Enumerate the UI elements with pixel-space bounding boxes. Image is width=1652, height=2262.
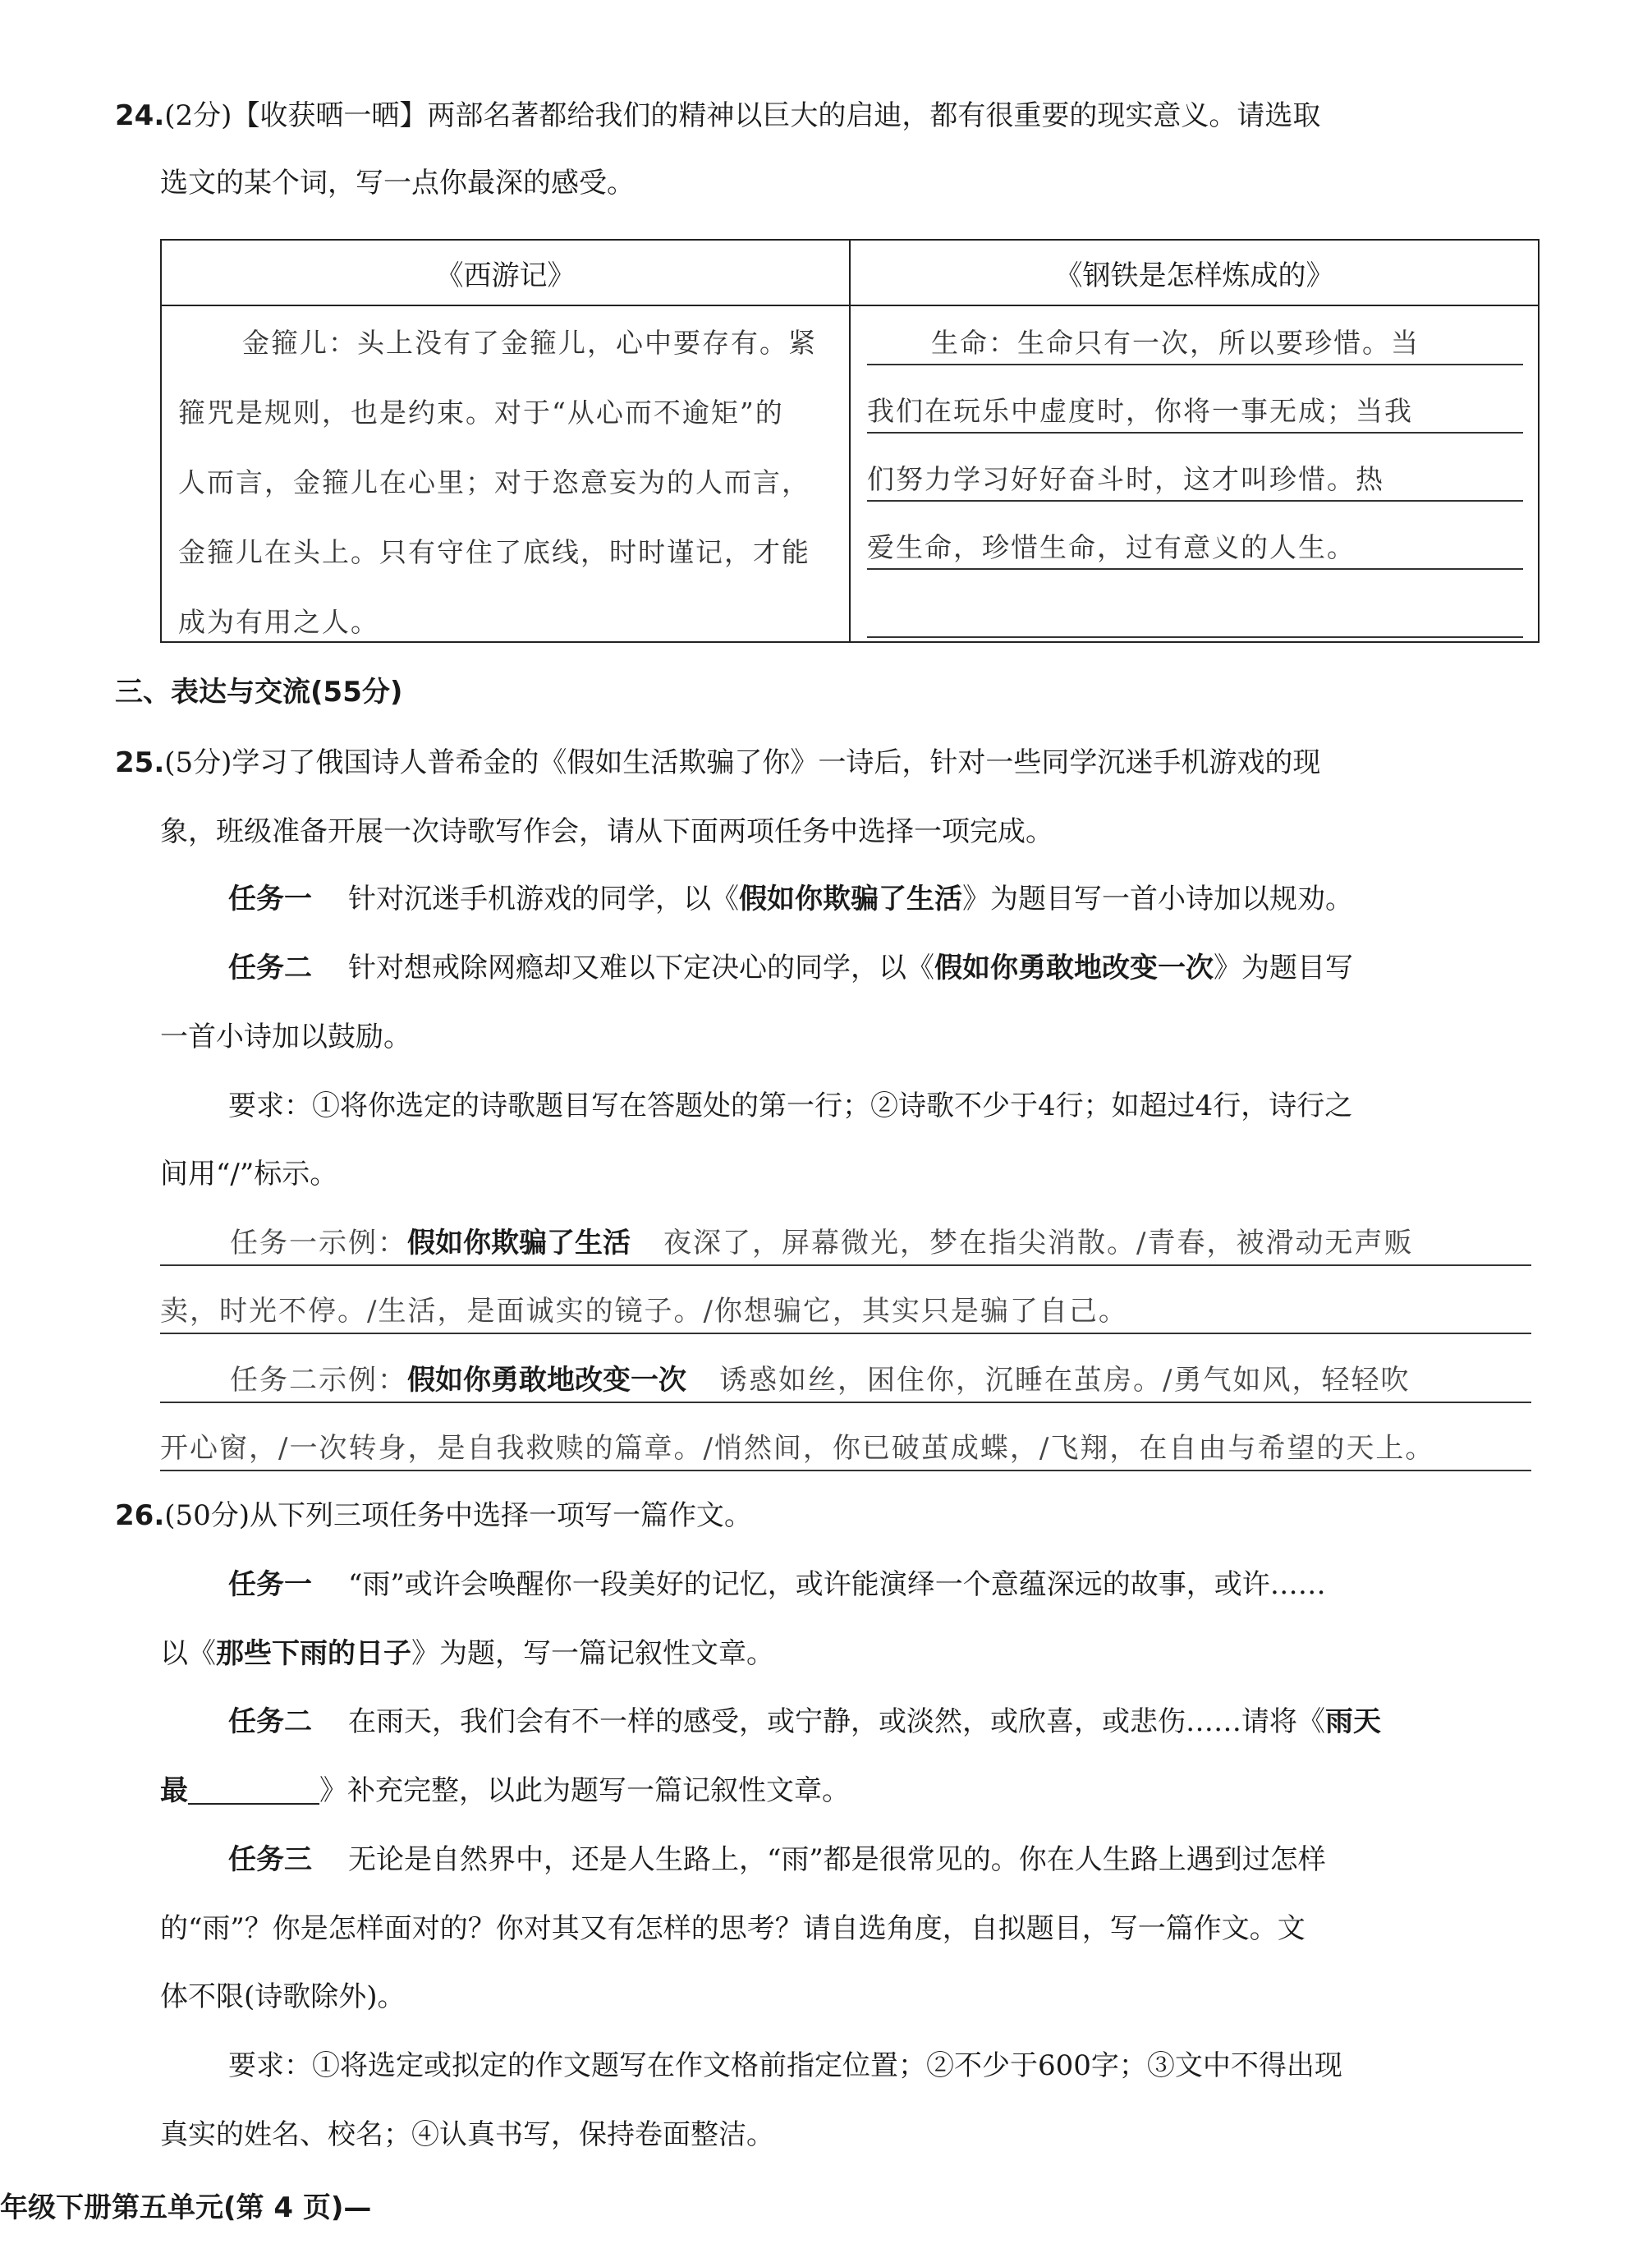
q24-number: 24. bbox=[115, 99, 165, 132]
q25-example2-title: 假如你勇敢地改变一次 bbox=[407, 1364, 686, 1397]
q25-example2-line1: 任务二示例：假如你勇敢地改变一次 诱惑如丝，困住你，沉睡在茧房。/勇气如风，轻轻吹 bbox=[230, 1364, 1411, 1397]
answer-rule-2 bbox=[867, 432, 1523, 434]
q25-task2-title: 假如你勇敢地改变一次 bbox=[934, 952, 1214, 984]
table-cell-gangtie-answer bbox=[850, 305, 1539, 642]
q26-task3-line3: 体不限(诗歌除外)。 bbox=[160, 1980, 406, 2013]
example2-rule-1 bbox=[160, 1402, 1531, 1403]
q26-task2-label: 任务二 bbox=[228, 1705, 312, 1738]
q25-task1-title: 假如你欺骗了生活 bbox=[739, 883, 962, 915]
q26-line1: 26.(50分)从下列三项任务中选择一项写一篇作文。 bbox=[115, 1499, 753, 1532]
q26-task1-title: 那些下雨的日子 bbox=[216, 1637, 411, 1670]
example2-rule-2 bbox=[160, 1470, 1531, 1471]
answer-rule-3 bbox=[867, 500, 1523, 502]
q25-task2: 任务二 针对想戒除网瘾却又难以下定决心的同学，以《假如你勇敢地改变一次》为题目写 bbox=[228, 952, 1353, 984]
gangtie-line-3: 们努力学习好好奋斗时，这才叫珍惜。热 bbox=[867, 463, 1384, 495]
q26-task1-label: 任务一 bbox=[228, 1568, 312, 1601]
q25-requirement-line2: 间用“/”标示。 bbox=[160, 1158, 338, 1191]
q25-requirement-line1: 要求：①将你选定的诗歌题目写在答题处的第一行；②诗歌不少于4行；如超过4行，诗行之 bbox=[228, 1090, 1353, 1122]
q26-task3-line2: 的“雨”？你是怎样面对的？你对其又有怎样的思考？请自选角度，自拟题目，写一篇作文。文 bbox=[160, 1912, 1306, 1945]
q25-task1: 任务一 针对沉迷手机游戏的同学，以《假如你欺骗了生活》为题目写一首小诗加以规劝。 bbox=[228, 883, 1353, 915]
q26-task3-label: 任务三 bbox=[228, 1843, 312, 1876]
page-footer: 年级下册第五单元(第 4 页)— bbox=[0, 2191, 372, 2224]
q24-line1: 24.(2分)【收获晒一晒】两部名著都给我们的精神以巨大的启迪，都有很重要的现实意义。请选取 bbox=[115, 99, 1321, 132]
q25-number: 25. bbox=[115, 746, 165, 779]
q26-task2-title-b: 最 bbox=[160, 1774, 188, 1807]
xiyouji-line-1: 金箍儿：头上没有了金箍儿，心中要存有。紧 bbox=[242, 327, 817, 359]
q26-task3-line1: 任务三 无论是自然界中，还是人生路上，“雨”都是很常见的。你在人生路上遇到过怎样 bbox=[228, 1843, 1326, 1876]
section3-title: 三、表达与交流(55分) bbox=[115, 676, 403, 709]
q26-task1-line2: 以《那些下雨的日子》为题，写一篇记叙性文章。 bbox=[160, 1637, 774, 1670]
example1-rule-1 bbox=[160, 1264, 1531, 1266]
xiyouji-line-3: 人而言，金箍儿在心里；对于恣意妄为的人而言， bbox=[178, 466, 810, 498]
xiyouji-line-4: 金箍儿在头上。只有守住了底线，时时谨记，才能 bbox=[178, 536, 810, 568]
gangtie-line-4: 爱生命，珍惜生命，过有意义的人生。 bbox=[867, 531, 1356, 563]
q25-example1-title: 假如你欺骗了生活 bbox=[407, 1227, 631, 1259]
q26-number: 26. bbox=[115, 1499, 165, 1532]
q25-example2-line2: 开心窗，/一次转身，是自我救赎的篇章。/悄然间，你已破茧成蝶，/飞翔，在自由与希望的天上。 bbox=[160, 1432, 1435, 1465]
answer-rule-4 bbox=[867, 568, 1523, 570]
q24-comparison-table bbox=[160, 239, 1540, 643]
gangtie-line-2: 我们在玩乐中虚度时，你将一事无成；当我 bbox=[867, 395, 1413, 427]
q26-requirement-line2: 真实的姓名、校名；④认真书写，保持卷面整洁。 bbox=[160, 2118, 774, 2151]
q25-example1-line2: 卖，时光不停。/生活，是面诚实的镜子。/你想骗它，其实只是骗了自己。 bbox=[160, 1295, 1128, 1328]
q25-line2: 象，班级准备开展一次诗歌写作会，请从下面两项任务中选择一项完成。 bbox=[160, 815, 1053, 848]
xiyouji-line-2: 箍咒是规则，也是约束。对于“从心而不逾矩”的 bbox=[178, 397, 784, 429]
title-blank[interactable] bbox=[188, 1778, 319, 1805]
q26-task2-line2: 最 》补充完整，以此为题写一篇记叙性文章。 bbox=[160, 1774, 850, 1807]
q25-task2-label: 任务二 bbox=[228, 952, 312, 984]
q26-task1-line1: 任务一 “雨”或许会唤醒你一段美好的记忆，或许能演绎一个意蕴深远的故事，或许…… bbox=[228, 1568, 1326, 1601]
example1-rule-2 bbox=[160, 1333, 1531, 1334]
q25-line1: 25.(5分)学习了俄国诗人普希金的《假如生活欺骗了你》一诗后，针对一些同学沉迷手机游戏的现 bbox=[115, 746, 1321, 779]
q26-requirement-line1: 要求：①将选定或拟定的作文题写在作文格前指定位置；②不少于600字；③文中不得出现 bbox=[228, 2049, 1342, 2082]
q26-task2-title-a: 雨天 bbox=[1325, 1705, 1381, 1738]
xiyouji-line-5: 成为有用之人。 bbox=[178, 606, 379, 638]
q25-task2-line2: 一首小诗加以鼓励。 bbox=[160, 1021, 411, 1053]
table-header-gangtie: 《钢铁是怎样炼成的》 bbox=[850, 240, 1539, 305]
gangtie-line-1: 生命：生命只有一次，所以要珍惜。当 bbox=[931, 327, 1420, 359]
q25-task1-label: 任务一 bbox=[228, 883, 312, 915]
table-header-xiyouji: 《西游记》 bbox=[161, 240, 850, 305]
answer-rule-5 bbox=[867, 636, 1523, 638]
q25-example1-line1: 任务一示例：假如你欺骗了生活 夜深了，屏幕微光，梦在指尖消散。/青春，被滑动无声贩 bbox=[230, 1227, 1414, 1259]
q24-line2: 选文的某个词，写一点你最深的感受。 bbox=[160, 167, 635, 200]
answer-rule-1 bbox=[867, 364, 1523, 365]
table-cell-xiyouji bbox=[161, 305, 850, 642]
q26-task2-line1: 任务二 在雨天，我们会有不一样的感受，或宁静，或淡然，或欣喜，或悲伤……请将《雨天 bbox=[228, 1705, 1381, 1738]
